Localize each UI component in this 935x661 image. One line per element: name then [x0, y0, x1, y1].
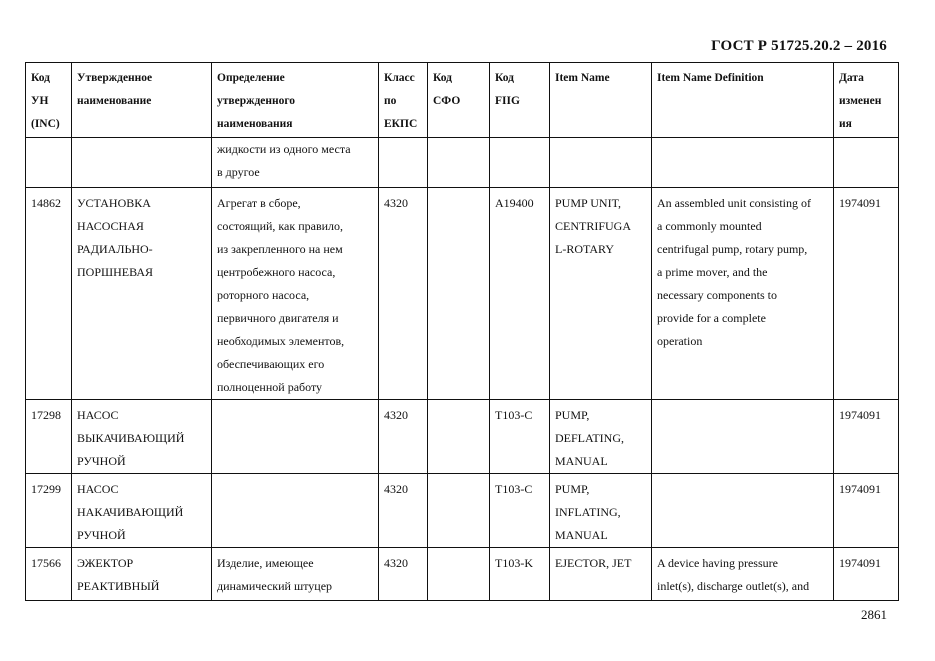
table-row	[26, 400, 899, 474]
column-header-item-name: Item Name	[550, 63, 652, 138]
cell-class: 4320	[379, 474, 428, 548]
cell-change-date: 1974091	[834, 474, 899, 548]
cell-definition	[212, 474, 379, 548]
cell-item-name-definition: An assembled unit consisting of a commonly mounted centrifugal pump, rotary pump, a prime mover, and the necessary components to provide for a complete operation	[652, 188, 834, 400]
cell-class	[379, 138, 428, 188]
column-header-change-date: Дата изменен ия	[834, 63, 899, 138]
cell-change-date	[834, 138, 899, 188]
cell-sfo	[428, 138, 490, 188]
cell-approved-name: НАСОС ВЫКАЧИВАЮЩИЙ РУЧНОЙ	[72, 400, 212, 474]
cell-item-name: PUMP UNIT, CENTRIFUGA L-ROTARY	[550, 188, 652, 400]
cell-item-name	[550, 138, 652, 188]
column-header-sfo: Код СФО	[428, 63, 490, 138]
cell-item-name-definition	[652, 138, 834, 188]
cell-definition	[212, 400, 379, 474]
cell-inc: 17299	[26, 474, 72, 548]
table-row	[26, 474, 899, 548]
cell-change-date: 1974091	[834, 548, 899, 601]
page-number: 2861	[861, 607, 887, 622]
column-header-inc: Код УН (INC)	[26, 63, 72, 138]
cell-change-date: 1974091	[834, 188, 899, 400]
cell-item-name-definition: A device having pressure inlet(s), discharge outlet(s), and	[652, 548, 834, 601]
cell-class: 4320	[379, 188, 428, 400]
cell-approved-name	[72, 138, 212, 188]
classification-table	[25, 62, 899, 601]
cell-inc: 14862	[26, 188, 72, 400]
cell-class: 4320	[379, 400, 428, 474]
cell-inc	[26, 138, 72, 188]
table-header-row	[26, 63, 899, 138]
cell-fiig: T103-C	[490, 400, 550, 474]
table-row	[26, 188, 899, 400]
cell-inc: 17298	[26, 400, 72, 474]
cell-fiig: A19400	[490, 188, 550, 400]
cell-fiig: T103-K	[490, 548, 550, 601]
cell-item-name: PUMP, DEFLATING, MANUAL	[550, 400, 652, 474]
cell-item-name: EJECTOR, JET	[550, 548, 652, 601]
cell-sfo	[428, 548, 490, 601]
column-header-class: Класс по ЕКПС	[379, 63, 428, 138]
cell-approved-name: НАСОС НАКАЧИВАЮЩИЙ РУЧНОЙ	[72, 474, 212, 548]
cell-class: 4320	[379, 548, 428, 601]
column-header-approved-name: Утвержденное наименование	[72, 63, 212, 138]
cell-item-name: PUMP, INFLATING, MANUAL	[550, 474, 652, 548]
cell-sfo	[428, 474, 490, 548]
cell-inc: 17566	[26, 548, 72, 601]
cell-fiig	[490, 138, 550, 188]
table-row	[26, 138, 899, 188]
cell-approved-name: ЭЖЕКТОР РЕАКТИВНЫЙ	[72, 548, 212, 601]
column-header-definition: Определение утвержденного наименования	[212, 63, 379, 138]
cell-item-name-definition	[652, 400, 834, 474]
cell-change-date: 1974091	[834, 400, 899, 474]
cell-fiig: T103-C	[490, 474, 550, 548]
cell-sfo	[428, 188, 490, 400]
cell-sfo	[428, 400, 490, 474]
column-header-fiig: Код FIIG	[490, 63, 550, 138]
cell-definition: Агрегат в сборе, состоящий, как правило, из закрепленного на нем центробежного насоса, роторного насоса, первичного двигателя и необходимых элементов, обеспечивающих его полноценной работу	[212, 188, 379, 400]
cell-definition: жидкости из одного места в другое	[212, 138, 379, 188]
cell-approved-name: УСТАНОВКА НАСОСНАЯ РАДИАЛЬНО- ПОРШНЕВАЯ	[72, 188, 212, 400]
cell-definition: Изделие, имеющее динамический штуцер	[212, 548, 379, 601]
document-code-header: ГОСТ Р 51725.20.2 – 2016	[711, 38, 887, 54]
cell-item-name-definition	[652, 474, 834, 548]
table-row	[26, 548, 899, 601]
column-header-item-name-definition: Item Name Definition	[652, 63, 834, 138]
